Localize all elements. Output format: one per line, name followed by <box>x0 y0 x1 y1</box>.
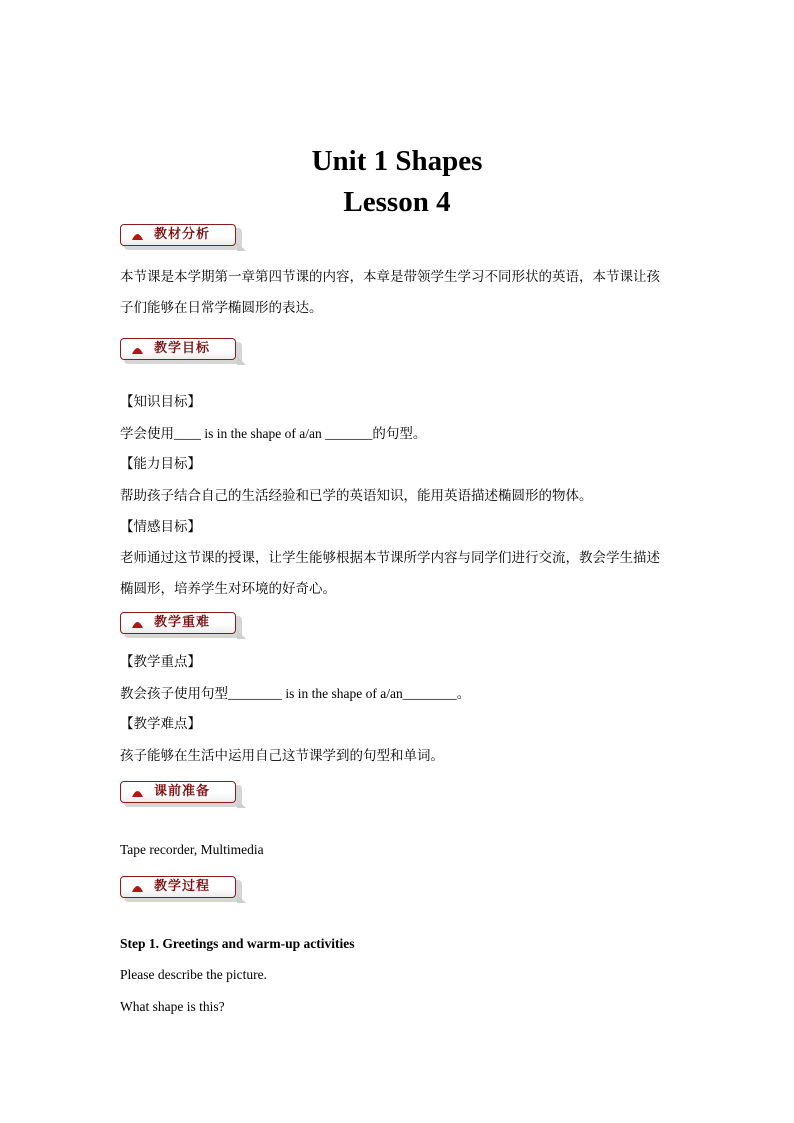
analysis-line-1: 本节课是本学期第一章第四节课的内容，本章是带领学生学习不同形状的英语，本节课让孩 <box>120 269 660 285</box>
section-badge-analysis <box>120 224 238 248</box>
section-badge-goals <box>120 338 238 362</box>
red-mound-icon <box>132 619 143 628</box>
emotion-line-2: 椭圆形，培养学生对环境的好奇心。 <box>120 581 336 597</box>
red-mound-icon <box>132 231 143 240</box>
section-badge-preparation <box>120 781 238 805</box>
difficulty-heading: 【教学难点】 <box>120 716 201 732</box>
red-mound-icon <box>132 883 143 892</box>
document-title: Unit 1 Shapes <box>311 145 483 177</box>
section-badge-process <box>120 876 238 900</box>
red-mound-icon <box>132 345 143 354</box>
focus-text: 教会孩子使用句型________ is in the shape of a/an________。 <box>120 686 471 702</box>
emotion-heading: 【情感目标】 <box>120 519 201 535</box>
difficulty-text: 孩子能够在生活中运用自己这节课学到的句型和单词。 <box>120 748 444 764</box>
section-label-keypoints: 教学重难 <box>154 615 211 630</box>
section-label-goals: 教学目标 <box>154 341 211 356</box>
section-label-preparation: 课前准备 <box>154 784 211 799</box>
knowledge-heading: 【知识目标】 <box>120 394 201 410</box>
process-line-2: What shape is this? <box>120 999 225 1014</box>
ability-text: 帮助孩子结合自己的生活经验和已学的英语知识，能用英语描述椭圆形的物体。 <box>120 488 593 504</box>
process-line-1: Please describe the picture. <box>120 967 267 982</box>
step1-heading: Step 1. Greetings and warm-up activities <box>120 936 355 951</box>
focus-heading: 【教学重点】 <box>120 654 201 670</box>
section-label-process: 教学过程 <box>154 879 211 894</box>
emotion-line-1: 老师通过这节课的授课，让学生能够根据本节课所学内容与同学们进行交流，教会学生描述 <box>120 550 660 566</box>
knowledge-text: 学会使用____ is in the shape of a/an _______的句型。 <box>120 426 427 442</box>
document-subtitle: Lesson 4 <box>343 186 451 218</box>
preparation-text: Tape recorder, Multimedia <box>120 842 264 857</box>
analysis-line-2: 子们能够在日常学椭圆形的表达。 <box>120 300 323 316</box>
red-mound-icon <box>132 788 143 797</box>
section-label-analysis: 教材分析 <box>154 227 211 242</box>
section-badge-keypoints <box>120 612 238 636</box>
ability-heading: 【能力目标】 <box>120 456 201 472</box>
